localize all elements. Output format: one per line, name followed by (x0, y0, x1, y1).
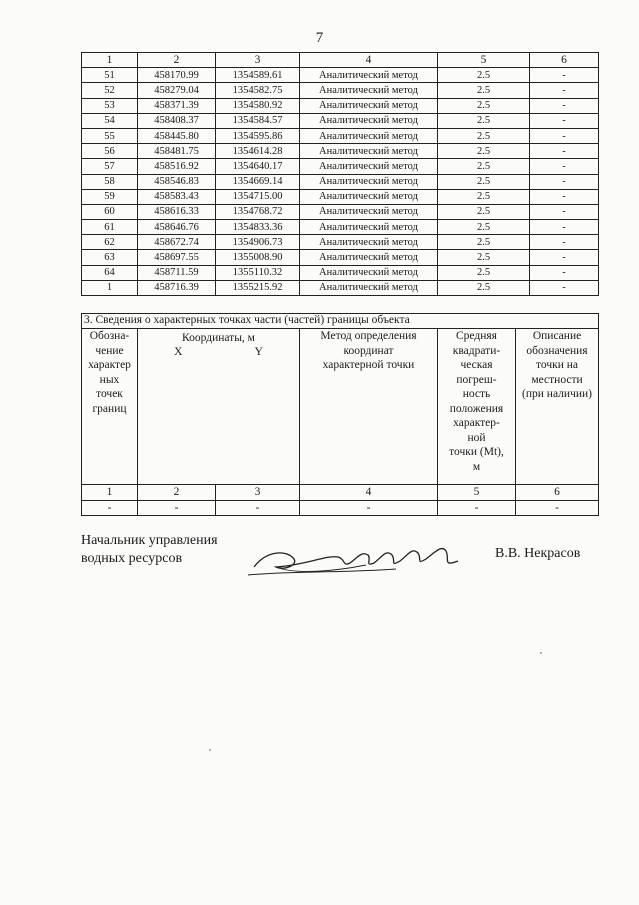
coordinates-header (138, 329, 300, 485)
number-cell: 3 (216, 485, 300, 501)
point-number-cell: 62 (82, 235, 138, 250)
method-cell: Аналитический метод (300, 280, 438, 295)
method-cell: Аналитический метод (300, 128, 438, 143)
designation-line: границ (92, 402, 127, 415)
header-cell: 5 (438, 53, 530, 68)
method-cell: Аналитический метод (300, 159, 438, 174)
scan-speck (540, 652, 542, 654)
section-title-row (82, 314, 599, 329)
y-coordinate-cell: 1355008.90 (216, 250, 300, 265)
mt-cell: 2.5 (438, 189, 530, 204)
description-cell: - (530, 113, 599, 128)
method-cell: Аналитический метод (300, 144, 438, 159)
x-coordinate-cell: 458279.04 (138, 83, 216, 98)
mt-cell: 2.5 (438, 204, 530, 219)
section-title: 3. Сведения о характерных точках части (частей) границы объекта (82, 314, 599, 329)
mt-line: м (472, 460, 481, 473)
description-cell: - (530, 265, 599, 280)
number-cell: 2 (138, 485, 216, 501)
mt-cell: 2.5 (438, 280, 530, 295)
method-header (300, 329, 438, 485)
empty-cell: - (438, 500, 516, 516)
y-coordinate-cell: 1354584.57 (216, 113, 300, 128)
number-cell: 6 (516, 485, 599, 501)
designation-line: чение (95, 344, 124, 357)
mt-cell: 2.5 (438, 144, 530, 159)
number-cell: 4 (300, 485, 438, 501)
table-row (82, 113, 599, 128)
mt-cell: 2.5 (438, 68, 530, 83)
part-boundary-table (81, 313, 599, 516)
table-row (82, 280, 599, 295)
description-line: местности (531, 373, 583, 386)
method-cell: Аналитический метод (300, 98, 438, 113)
mt-cell: 2.5 (438, 83, 530, 98)
point-number-cell: 53 (82, 98, 138, 113)
mt-header (438, 329, 516, 485)
description-cell: - (530, 204, 599, 219)
mt-line: квадрати- (452, 344, 501, 357)
section-empty-row (82, 500, 599, 516)
section-numbers-row (82, 485, 599, 501)
description-cell: - (530, 280, 599, 295)
method-cell: Аналитический метод (300, 220, 438, 235)
point-number-cell: 54 (82, 113, 138, 128)
description-cell: - (530, 128, 599, 143)
x-coordinate-cell: 458697.55 (138, 250, 216, 265)
empty-cell: - (300, 500, 438, 516)
mt-cell: 2.5 (438, 265, 530, 280)
empty-cell: - (82, 500, 138, 516)
section-header-row (82, 329, 599, 485)
mt-line: ность (462, 388, 491, 400)
number-cell: 5 (438, 485, 516, 501)
point-number-cell: 56 (82, 144, 138, 159)
point-number-cell: 58 (82, 174, 138, 189)
table-row (82, 83, 599, 98)
mt-line: положения (449, 402, 504, 415)
method-cell: Аналитический метод (300, 204, 438, 219)
mt-cell: 2.5 (438, 159, 530, 174)
empty-cell: - (138, 500, 216, 516)
description-line: Описание (532, 330, 582, 342)
y-coordinate-cell: 1354595.86 (216, 128, 300, 143)
y-coordinate-cell: 1354640.17 (216, 159, 300, 174)
x-coordinate-cell: 458711.59 (138, 265, 216, 280)
method-line: координат (343, 344, 394, 357)
description-cell: - (530, 220, 599, 235)
mt-cell: 2.5 (438, 113, 530, 128)
header-cell: 6 (530, 53, 599, 68)
mt-line: погреш- (456, 373, 497, 386)
mt-cell: 2.5 (438, 220, 530, 235)
method-line: характерной точки (322, 359, 415, 371)
handwritten-signature (246, 537, 476, 582)
y-coordinate-cell: 1354833.36 (216, 220, 300, 235)
point-number-cell: 55 (82, 128, 138, 143)
description-cell: - (530, 144, 599, 159)
point-number-cell: 1 (82, 280, 138, 295)
x-coordinate-cell: 458445.80 (138, 128, 216, 143)
table-row (82, 220, 599, 235)
description-cell: - (530, 174, 599, 189)
method-cell: Аналитический метод (300, 174, 438, 189)
description-cell: - (530, 159, 599, 174)
method-cell: Аналитический метод (300, 83, 438, 98)
mt-line: ной (467, 431, 486, 444)
scan-speck (209, 749, 211, 751)
coordinates-label: Координаты, м (182, 332, 255, 344)
designation-line: точек (96, 388, 123, 400)
method-cell: Аналитический метод (300, 235, 438, 250)
mt-line: ческая (460, 359, 493, 371)
description-cell: - (530, 98, 599, 113)
method-cell: Аналитический метод (300, 113, 438, 128)
points-table (81, 52, 599, 296)
signer-position (81, 532, 218, 568)
empty-cell: - (216, 500, 300, 516)
y-coordinate-cell: 1354614.28 (216, 144, 300, 159)
table-row (82, 189, 599, 204)
description-line: обозначения (526, 344, 588, 357)
x-coordinate-cell: 458672.74 (138, 235, 216, 250)
x-label: X (174, 345, 183, 358)
x-coordinate-cell: 458616.33 (138, 204, 216, 219)
signer-name: В.В. Некрасов (495, 546, 581, 561)
point-number-cell: 52 (82, 83, 138, 98)
y-coordinate-cell: 1354580.92 (216, 98, 300, 113)
description-cell: - (530, 189, 599, 204)
table-row (82, 68, 599, 83)
table-row (82, 174, 599, 189)
point-number-cell: 63 (82, 250, 138, 265)
mt-line: точки (Mt), (449, 446, 504, 458)
x-coordinate-cell: 458371.39 (138, 98, 216, 113)
table-row (82, 144, 599, 159)
mt-cell: 2.5 (438, 128, 530, 143)
empty-cell: - (516, 500, 599, 516)
description-cell: - (530, 68, 599, 83)
table-row (82, 128, 599, 143)
description-cell: - (530, 83, 599, 98)
y-coordinate-cell: 1354906.73 (216, 235, 300, 250)
y-label: Y (254, 345, 263, 358)
method-cell: Аналитический метод (300, 265, 438, 280)
number-cell: 1 (82, 485, 138, 501)
description-cell: - (530, 250, 599, 265)
table-row (82, 204, 599, 219)
x-coordinate-cell: 458408.37 (138, 113, 216, 128)
description-line: (при наличии) (522, 388, 592, 400)
header-cell: 3 (216, 53, 300, 68)
method-cell: Аналитический метод (300, 68, 438, 83)
table-row (82, 265, 599, 280)
mt-line: Средняя (456, 330, 497, 342)
designation-line: характер (88, 359, 131, 371)
table-row (82, 250, 599, 265)
position-line: Начальник управления (81, 533, 218, 548)
mt-cell: 2.5 (438, 250, 530, 265)
y-coordinate-cell: 1354582.75 (216, 83, 300, 98)
table-header-row (82, 53, 599, 68)
header-cell: 1 (82, 53, 138, 68)
header-cell: 2 (138, 53, 216, 68)
point-number-cell: 61 (82, 220, 138, 235)
y-coordinate-cell: 1354669.14 (216, 174, 300, 189)
position-line: водных ресурсов (81, 551, 183, 566)
mt-cell: 2.5 (438, 98, 530, 113)
mt-line: характер- (453, 417, 500, 429)
y-coordinate-cell: 1354715.00 (216, 189, 300, 204)
table-row (82, 235, 599, 250)
point-number-cell: 64 (82, 265, 138, 280)
designation-line: Обозна- (89, 330, 130, 342)
mt-cell: 2.5 (438, 235, 530, 250)
description-line: точки на (536, 359, 579, 371)
x-coordinate-cell: 458546.83 (138, 174, 216, 189)
method-cell: Аналитический метод (300, 189, 438, 204)
designation-header (82, 329, 138, 485)
point-number-cell: 60 (82, 204, 138, 219)
designation-line: ных (99, 373, 120, 386)
point-number-cell: 59 (82, 189, 138, 204)
method-cell: Аналитический метод (300, 250, 438, 265)
y-coordinate-cell: 1355110.32 (216, 265, 300, 280)
point-number-cell: 51 (82, 68, 138, 83)
x-coordinate-cell: 458716.39 (138, 280, 216, 295)
y-coordinate-cell: 1354768.72 (216, 204, 300, 219)
description-header (516, 329, 599, 485)
x-coordinate-cell: 458583.43 (138, 189, 216, 204)
x-coordinate-cell: 458516.92 (138, 159, 216, 174)
table-row (82, 159, 599, 174)
y-coordinate-cell: 1354589.61 (216, 68, 300, 83)
table-row (82, 98, 599, 113)
y-coordinate-cell: 1355215.92 (216, 280, 300, 295)
x-coordinate-cell: 458170.99 (138, 68, 216, 83)
x-coordinate-cell: 458481.75 (138, 144, 216, 159)
description-cell: - (530, 235, 599, 250)
point-number-cell: 57 (82, 159, 138, 174)
method-line: Метод определения (320, 330, 417, 342)
header-cell: 4 (300, 53, 438, 68)
x-coordinate-cell: 458646.76 (138, 220, 216, 235)
page-number: 7 (315, 30, 324, 46)
mt-cell: 2.5 (438, 174, 530, 189)
